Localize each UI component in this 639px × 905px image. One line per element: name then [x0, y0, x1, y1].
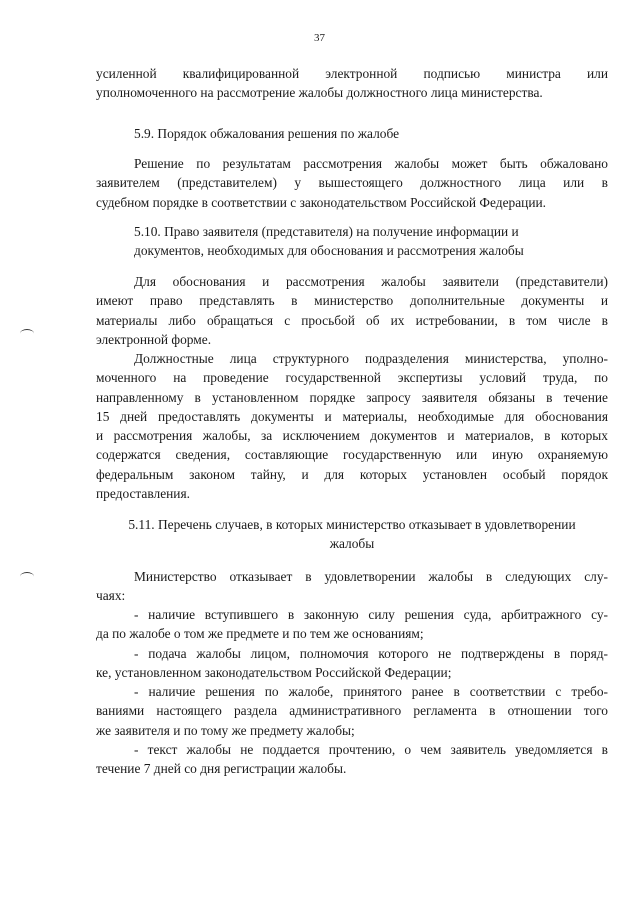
- text-line: - текст жалобы не поддается прочтению, о чем заявитель уведомляется в: [134, 742, 608, 758]
- text-line: уполномоченного на рассмотрение жалобы должностного лица министерства.: [96, 85, 543, 101]
- text-line: имеют право представлять в министерство дополнительные документы и: [96, 293, 608, 309]
- text-line: же заявителя и по тому же предмету жалобы;: [96, 722, 355, 738]
- text-line: - наличие вступившего в законную силу решения суда, арбитражного су-: [134, 607, 608, 622]
- section-heading-5-9: 5.9. Порядок обжалования решения по жалобе: [134, 126, 400, 141]
- page-number: 37: [314, 32, 325, 44]
- refusal-list: [96, 605, 608, 779]
- text-line: усиленной квалифицированной электронной подписью министра или: [96, 66, 608, 81]
- heading-line: 5.10. Право заявителя (представителя) на получение информации и: [134, 224, 519, 239]
- section-heading-5-10: [134, 222, 524, 261]
- section-5-10-paragraph-2: [96, 349, 608, 503]
- text-line: предоставления.: [96, 486, 190, 502]
- text-line: федеральным законом тайну, и для которых установлен особый порядок: [96, 466, 608, 482]
- section-5-9-paragraph: [96, 154, 608, 212]
- section-heading-5-11: [96, 515, 608, 554]
- section-5-11-intro: [96, 567, 608, 606]
- text-line: материалы либо обращаться с просьбой об их истребовании, в том числе в: [96, 312, 608, 328]
- margin-punch-mark: [20, 329, 34, 338]
- heading-line: документов, необходимых для обоснования и рассмотрения жалобы: [134, 243, 524, 259]
- text-line: Для обоснования и рассмотрения жалобы заявители (представители): [134, 274, 608, 289]
- text-line: моченного на проведение государственной экспертизы условий труда, по: [96, 370, 608, 386]
- text-line: чаях:: [96, 588, 126, 604]
- text-line: и рассмотрения жалобы, за исключением документов и материалов, в которых: [96, 428, 608, 444]
- section-5-10-paragraph-1: [96, 272, 608, 349]
- text-line: электронной форме.: [96, 331, 212, 347]
- text-line: - наличие решения по жалобе, принятого ранее в соответствии с требо-: [134, 684, 608, 700]
- intro-paragraph: [96, 64, 608, 103]
- list-item: [96, 682, 608, 740]
- text-line: ке, установленном законодательством Российской Федерации;: [96, 664, 452, 680]
- text-line: содержатся сведения, составляющие государственную или иную охраняемую: [96, 447, 608, 463]
- text-line: направленному в установленном порядке запросу заявителя обязаны в течение: [96, 389, 608, 405]
- heading-line: 5.11. Перечень случаев, в которых министерство отказывает в удовлетворении: [128, 517, 576, 532]
- text-line: заявителем (представителем) у вышестоящего должностного лица или в: [96, 175, 608, 191]
- list-item: [96, 605, 608, 644]
- text-line: Министерство отказывает в удовлетворении жалобы в следующих слу-: [134, 569, 608, 584]
- text-line: Должностные лица структурного подразделения министерства, уполно-: [134, 351, 608, 366]
- text-line: судебном порядке в соответствии с законодательством Российской Федерации.: [96, 194, 547, 210]
- list-item: [96, 740, 608, 779]
- heading-line: жалобы: [329, 536, 375, 552]
- text-line: ваниями настоящего раздела административного регламента в отношении того: [96, 703, 608, 719]
- text-line: - подача жалобы лицом, полномочия которого не подтверждены в поряд-: [134, 645, 608, 661]
- list-item: [96, 644, 608, 683]
- text-line: 15 дней предоставлять документы и материалы, необходимые для обоснования: [96, 408, 608, 424]
- text-line: течение 7 дней со дня регистрации жалобы.: [96, 761, 347, 777]
- text-line: Решение по результатам рассмотрения жалобы может быть обжаловано: [134, 156, 608, 171]
- margin-punch-mark: [20, 572, 34, 581]
- text-line: да по жалобе о том же предмете и по тем же основаниям;: [96, 626, 424, 642]
